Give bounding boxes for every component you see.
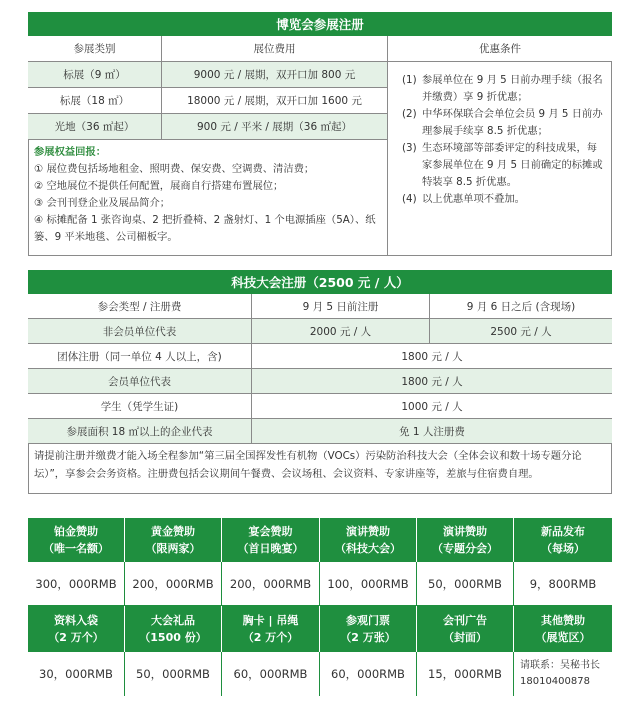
conf-row-early: 2000 元 / 人 xyxy=(252,319,430,344)
conf-row-type: 参展面积 18 ㎡以上的企业代表 xyxy=(28,419,252,444)
sponsor-header xyxy=(514,518,612,562)
conf-header-early: 9 月 5 日前注册 xyxy=(252,294,430,319)
sponsor-header xyxy=(417,518,514,562)
sponsor-name: 会刊广告 xyxy=(443,614,487,627)
expo-row-fee: 900 元 / 平米 / 展期（36 ㎡起） xyxy=(162,114,388,140)
perk-item: ② 空地展位不提供任何配置，展商自行搭建布置展位； xyxy=(34,180,284,192)
conf-row-price: 1000 元 / 人 xyxy=(252,394,612,419)
sponsor-sub: （每场） xyxy=(541,542,585,555)
conf-row-type: 团体注册（同一单位 4 人以上，含) xyxy=(28,344,252,369)
perk-item: ① 展位费包括场地租金、照明费、保安费、空调费、清洁费； xyxy=(34,163,315,175)
sponsor-price: 30，000RMB xyxy=(28,652,125,696)
expo-row-category: 标展（18 ㎡） xyxy=(28,88,162,114)
sponsor-sub: （2 万个） xyxy=(242,631,299,644)
conf-header-late: 9 月 6 日之后 (含现场) xyxy=(430,294,612,319)
sponsor-header xyxy=(320,606,417,652)
discount-text: 生态环境部等部委评定的科技成果，每家参展单位在 9 月 5 日前确定的标摊或特装享 8.5 折优惠。 xyxy=(422,142,603,188)
conf-row-price: 免 1 人注册费 xyxy=(252,419,612,444)
sponsor-price: 60，000RMB xyxy=(222,652,320,696)
sponsor-sub: （首日晚宴） xyxy=(237,542,304,555)
sponsor-sub: （1500 份） xyxy=(139,631,207,644)
sponsor-price: 200，000RMB xyxy=(125,562,222,606)
sponsor-price: 50，000RMB xyxy=(125,652,222,696)
sponsor-header xyxy=(125,518,222,562)
sponsor-sub: （唯一名额） xyxy=(43,542,109,555)
discount-item xyxy=(402,140,606,191)
sponsor-name: 演讲赞助 xyxy=(443,525,487,538)
discount-num: (2) xyxy=(402,108,417,120)
sponsor-name: 胸卡 | 吊绳 xyxy=(242,614,299,627)
conf-row-price: 1800 元 / 人 xyxy=(252,369,612,394)
sponsor-header xyxy=(28,606,125,652)
expo-header-fee: 展位费用 xyxy=(162,36,388,62)
conf-row-type: 非会员单位代表 xyxy=(28,319,252,344)
perks-title: 参展权益回报： xyxy=(34,146,107,158)
sponsor-name: 黄金赞助 xyxy=(151,525,195,538)
expo-discounts xyxy=(388,62,612,256)
sponsor-price: 15，000RMB xyxy=(417,652,514,696)
conf-title: 科技大会注册（2500 元 / 人） xyxy=(28,270,612,294)
conf-row-type: 会员单位代表 xyxy=(28,369,252,394)
sponsor-header xyxy=(222,518,320,562)
discount-item xyxy=(402,191,606,208)
discount-item xyxy=(402,106,606,140)
sponsor-price: 100，000RMB xyxy=(320,562,417,606)
expo-perks xyxy=(28,140,388,256)
expo-row-fee: 18000 元 / 展期，双开口加 1600 元 xyxy=(162,88,388,114)
sponsor-header xyxy=(320,518,417,562)
conf-header-type: 参会类型 / 注册费 xyxy=(28,294,252,319)
sponsor-price: 200，000RMB xyxy=(222,562,320,606)
discount-text: 中华环保联合会单位会员 9 月 5 日前办理参展手续享 8.5 折优惠； xyxy=(422,108,603,137)
discount-text: 参展单位在 9 月 5 日前办理手续（报名并缴费）享 9 折优惠； xyxy=(422,74,603,103)
sponsor-sub: （专题分会） xyxy=(432,542,498,555)
sponsor-name: 其他赞助 xyxy=(541,614,585,627)
sponsor-header xyxy=(222,606,320,652)
perk-item: ④ 标摊配备 1 张咨询桌、2 把折叠椅、2 盏射灯、1 个电源插座（5A）、纸篓、9 平米地毯、公司楣板字。 xyxy=(34,214,376,243)
sponsor-sub: （展览区） xyxy=(535,631,591,644)
sponsor-name: 参观门票 xyxy=(346,614,390,627)
sponsor-sub: （2 万张） xyxy=(340,631,396,644)
expo-row-category: 标展（9 ㎡） xyxy=(28,62,162,88)
expo-row-category: 光地（36 ㎡起） xyxy=(28,114,162,140)
sponsor-price: 60，000RMB xyxy=(320,652,417,696)
expo-row-fee: 9000 元 / 展期，双开口加 800 元 xyxy=(162,62,388,88)
discount-num: (1) xyxy=(402,74,417,86)
sponsor-header xyxy=(28,518,125,562)
sponsor-header xyxy=(417,606,514,652)
sponsor-name: 大会礼品 xyxy=(151,614,195,627)
sponsor-sub: （封面） xyxy=(443,631,487,644)
discount-num: (3) xyxy=(402,142,417,154)
conf-row-price: 1800 元 / 人 xyxy=(252,344,612,369)
sponsor-name: 演讲赞助 xyxy=(346,525,390,538)
expo-title: 博览会参展注册 xyxy=(28,12,612,36)
sponsor-header xyxy=(514,606,612,652)
sponsor-contact xyxy=(514,652,612,696)
sponsor-price: 9，800RMB xyxy=(514,562,612,606)
expo-header-category: 参展类别 xyxy=(28,36,162,62)
conf-row-type: 学生（凭学生证) xyxy=(28,394,252,419)
conf-note: 请提前注册并缴费才能入场全程参加“第三届全国挥发性有机物（VOCs）污染防治科技大会（全体会议和数十场专题分论坛）”，享参会会务资格。注册费包括会议期间午餐费、会议场租、会议资料、专家讲座等，差旅与住宿费自理。 xyxy=(34,450,582,480)
sponsor-sub: （2 万个） xyxy=(48,631,104,644)
sponsor-price: 50，000RMB xyxy=(417,562,514,606)
sponsor-name: 宴会赞助 xyxy=(248,525,293,538)
discount-num: (4) xyxy=(402,193,417,205)
sponsor-name: 铂金赞助 xyxy=(54,525,98,538)
sponsor-sub: （限两家） xyxy=(145,542,201,555)
perk-item: ③ 会刊刊登企业及展品简介； xyxy=(34,197,171,209)
sponsor-sub: （科技大会） xyxy=(335,542,401,555)
sponsor-header xyxy=(125,606,222,652)
expo-header-discount: 优惠条件 xyxy=(388,36,612,62)
contact-phone: 18010400878 xyxy=(520,676,590,687)
contact-label: 请联系：吴秘书长 xyxy=(520,660,600,671)
sponsor-name: 资料入袋 xyxy=(54,614,98,627)
discount-text: 以上优惠单项不叠加。 xyxy=(422,193,525,205)
discount-item xyxy=(402,72,606,106)
sponsor-name: 新品发布 xyxy=(541,525,585,538)
conf-row-late: 2500 元 / 人 xyxy=(430,319,612,344)
sponsor-price: 300，000RMB xyxy=(28,562,125,606)
